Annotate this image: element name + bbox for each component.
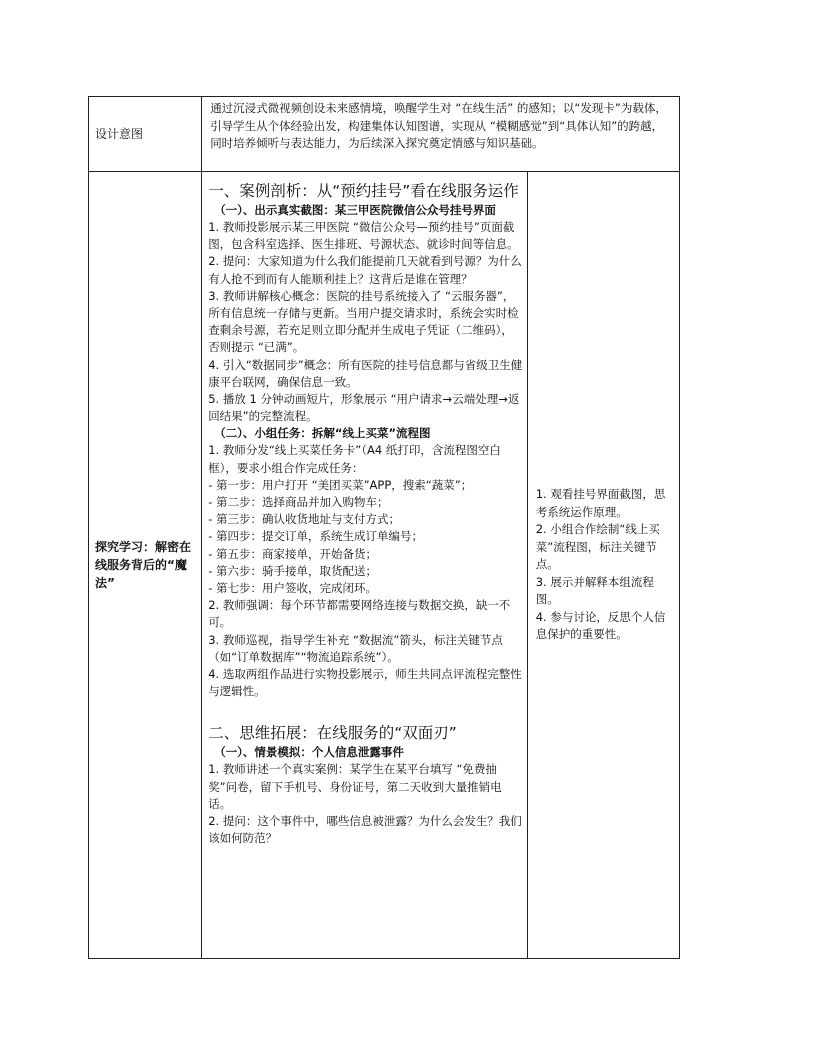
activity-item: 1. 观看挂号界面截图，思考系统运作原理。: [535, 487, 666, 519]
activity-item: 2. 小组合作绘制“线上买菜”流程图，标注关键节点。: [535, 522, 660, 572]
task-item: 3. 教师巡视，指导学生补充 “数据流”箭头，标注关键节点（如“订单数据库”“物流追踪系统”）。: [208, 632, 503, 664]
task-step: - 第六步：骑手接单，取货配送；: [208, 563, 377, 578]
section2-item: 1. 教师讲述一个真实案例：某学生在某平台填写 “免费抽奖”问卷，留下手机号、身份证号，第二天收到大量推销电话。: [208, 762, 502, 811]
activity-item: 4. 参与讨论，反思个人信息保护的重要性。: [535, 609, 666, 642]
design-intent-text: 通过沉浸式微视频创设未来感情境，唤醒学生对 “在线生活” 的感知；以“发现卡”为载体，引导学生从个体经验出发，构建集体认知图谱，实现从 “模糊感觉”到“具体认知”的跨越，同时培养倾听与表达能力，为后续深入探究奠定情感与知识基础。: [202, 97, 680, 172]
task-step: - 第四步：提交订单，系统生成订单编号；: [208, 529, 423, 544]
section1-item: 1. 教师投影展示某三甲医院 “微信公众号—预约挂号”页面截图，包含科室选择、医生排班、号源状态、就诊时间等信息。: [208, 220, 519, 252]
section1-subheading-2: （二）、小组任务：拆解“线上买菜”流程图: [214, 426, 431, 441]
task-step: - 第一步：用户打开 “美团买菜”APP，搜索“蔬菜”；: [208, 477, 473, 492]
task-item: 2. 教师强调：每个环节都需要网络连接与数据交换，缺一不可。: [208, 598, 511, 630]
inquiry-row: [89, 172, 680, 959]
activity-item: 3. 展示并解释本组流程图。: [535, 574, 654, 607]
task-item: 1. 教师分发“线上买菜任务卡”（A4 纸打印，含流程图空白框），要求小组合作完成任务：: [208, 443, 501, 475]
section1-item: 3. 教师讲解核心概念：医院的挂号系统接入了 “云服务器”，所有信息统一存储与更新。当用户提交请求时，系统会实时检查剩余号源，若充足则立即分配并生成电子凭证（二维码），否则提示 “已满”。: [208, 288, 519, 355]
section1-item: 5. 播放 1 分钟动画短片，形象展示 “用户请求→云端处理→返回结果”的完整流程。: [208, 392, 520, 424]
task-item: 4. 选取两组作品进行实物投影展示，师生共同点评流程完整性与逻辑性。: [208, 667, 522, 699]
section1-subheading-1: （一）、出示真实截图：某三甲医院微信公众号挂号界面: [214, 203, 496, 217]
task-step: - 第七步：用户签收，完成闭环。: [208, 581, 377, 596]
section2-title: 二、思维拓展：在线服务的“双面刃”: [208, 724, 457, 743]
task-step: - 第三步：确认收货地址与支付方式；: [208, 512, 400, 527]
section2-subheading-1: （一）、情景模拟：个人信息泄露事件: [214, 745, 404, 760]
section1-item: 4. 引入“数据同步”概念：所有医院的挂号信息都与省级卫生健康平台联网，确保信息一致。: [208, 357, 523, 389]
section-spacer: [208, 700, 523, 722]
design-intent-label: 设计意图: [89, 97, 202, 172]
section1-item: 2. 提问：大家知道为什么我们能提前几天就看到号源？为什么有人抢不到而有人能顺利挂上？这背后是谁在管理？: [208, 254, 522, 286]
design-intent-row: [89, 97, 680, 172]
inquiry-content: [202, 172, 528, 959]
section2-item: 2. 提问：这个事件中，哪些信息被泄露？为什么会发生？我们该如何防范？: [208, 814, 522, 846]
student-activities: [527, 172, 679, 959]
task-step: - 第二步：选择商品并加入购物车；: [208, 495, 389, 510]
task-step: - 第五步：商家接单，开始备货；: [208, 546, 377, 561]
lesson-plan-table: [88, 96, 680, 959]
inquiry-label: 探究学习：解密在线服务背后的“魔法”: [89, 172, 202, 959]
section1-title: 一、案例剖析：从“预约挂号”看在线服务运作: [208, 182, 519, 200]
